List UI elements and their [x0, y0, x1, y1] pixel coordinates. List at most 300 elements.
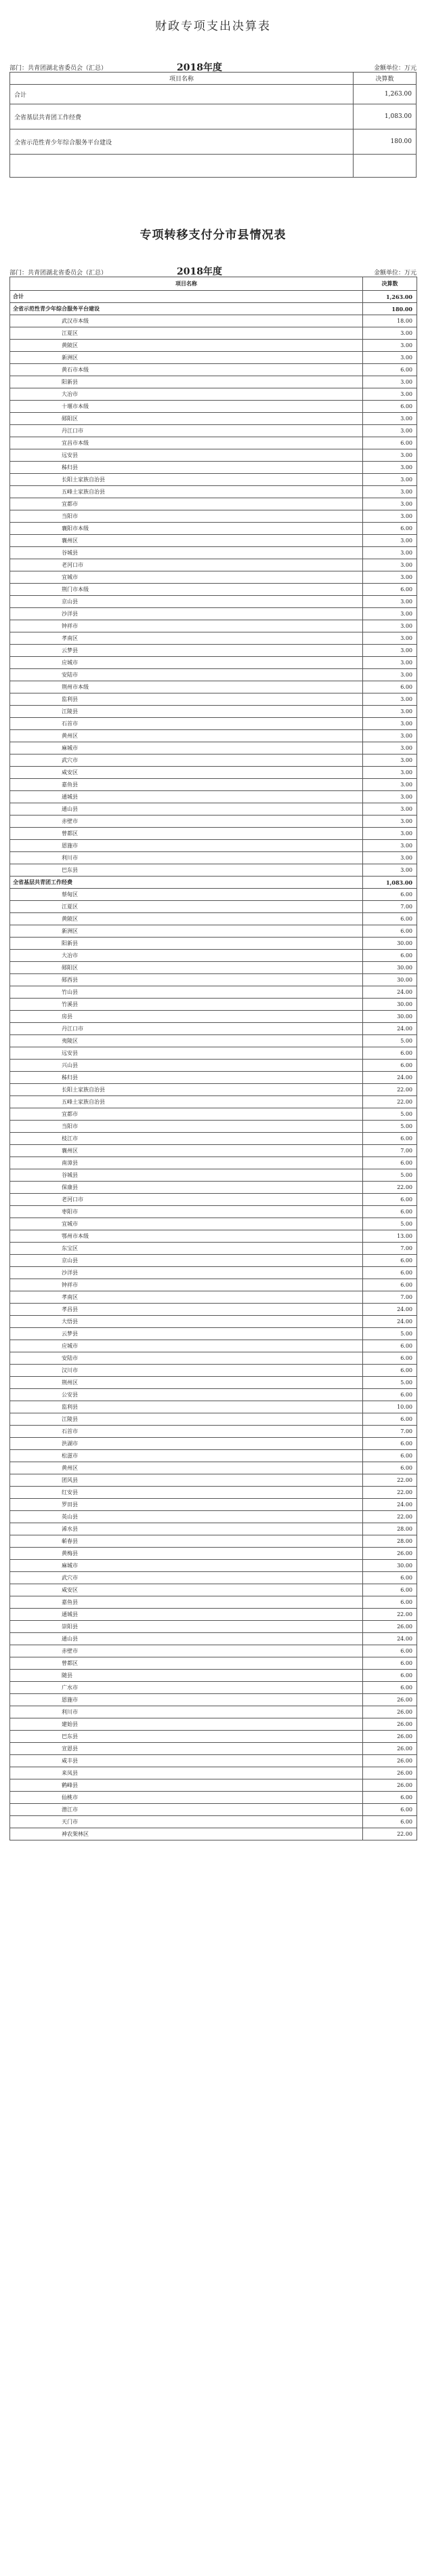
region-name: 英山县	[10, 1511, 363, 1523]
table-row	[10, 1499, 417, 1511]
region-value: 30.00	[363, 938, 417, 950]
region-value: 30.00	[363, 999, 417, 1011]
region-name: 郧阳区	[10, 413, 363, 425]
table-row	[10, 913, 417, 925]
table-row	[10, 315, 417, 327]
region-value: 3.00	[363, 632, 417, 645]
table-row	[10, 816, 417, 828]
region-value: 3.00	[363, 779, 417, 791]
region-name: 京山县	[10, 596, 363, 608]
region-name: 黄州区	[10, 1462, 363, 1474]
row-name: 合计	[10, 85, 354, 104]
row-name: 全省基层共青团工作经费	[10, 104, 354, 129]
table-row	[10, 510, 417, 523]
region-value: 6.00	[363, 1645, 417, 1657]
table-row	[10, 155, 417, 178]
region-name: 荆州区	[10, 1377, 363, 1389]
region-name: 十堰市本级	[10, 401, 363, 413]
region-name: 荆州市本级	[10, 681, 363, 693]
region-value: 6.00	[363, 1462, 417, 1474]
region-value: 26.00	[363, 1718, 417, 1731]
table-row	[10, 571, 417, 584]
region-value: 30.00	[363, 962, 417, 974]
region-name: 荆门市本级	[10, 584, 363, 596]
table-row	[10, 1645, 417, 1657]
region-value: 22.00	[363, 1487, 417, 1499]
region-name: 秭归县	[10, 1072, 363, 1084]
region-value: 7.00	[363, 1426, 417, 1438]
region-name: 郧西县	[10, 974, 363, 986]
table-row	[10, 706, 417, 718]
table-row	[10, 584, 417, 596]
region-name: 崇阳县	[10, 1621, 363, 1633]
row-name: 全省示范性青少年综合服务平台建设	[10, 129, 354, 155]
report-meta	[9, 62, 417, 72]
table-row	[10, 327, 417, 340]
table-row	[10, 681, 417, 693]
region-name: 东宝区	[10, 1243, 363, 1255]
region-value: 24.00	[363, 1023, 417, 1035]
region-value: 3.00	[363, 718, 417, 730]
region-value: 3.00	[363, 388, 417, 401]
table-row	[10, 1072, 417, 1084]
table-row	[10, 1609, 417, 1621]
region-name: 襄州区	[10, 1145, 363, 1157]
region-name: 兴山县	[10, 1060, 363, 1072]
table-row	[10, 1450, 417, 1462]
column-header-value: 决算数	[354, 73, 417, 85]
table-row	[10, 1413, 417, 1426]
region-name: 黄石市本级	[10, 364, 363, 376]
region-name: 潜江市	[10, 1804, 363, 1816]
region-value: 26.00	[363, 1621, 417, 1633]
region-value: 5.00	[363, 1328, 417, 1340]
region-value: 3.00	[363, 425, 417, 437]
table-row	[10, 364, 417, 376]
region-value: 3.00	[363, 803, 417, 816]
region-name: 应城市	[10, 657, 363, 669]
region-value: 7.00	[363, 1291, 417, 1304]
region-name: 曾都区	[10, 828, 363, 840]
region-value: 3.00	[363, 571, 417, 584]
region-name: 阳新县	[10, 938, 363, 950]
table-row	[10, 608, 417, 620]
region-value: 3.00	[363, 864, 417, 877]
region-name: 夷陵区	[10, 1035, 363, 1047]
table-row	[10, 340, 417, 352]
table-row	[10, 449, 417, 462]
region-value: 26.00	[363, 1755, 417, 1767]
table-row	[10, 1352, 417, 1365]
table-row	[10, 1706, 417, 1718]
region-name: 通城县	[10, 1609, 363, 1621]
region-name: 通山县	[10, 1633, 363, 1645]
region-value: 3.00	[363, 352, 417, 364]
region-value: 6.00	[363, 584, 417, 596]
region-name: 大悟县	[10, 1316, 363, 1328]
region-value: 3.00	[363, 693, 417, 706]
table-row	[10, 1401, 417, 1413]
table-row	[10, 1035, 417, 1047]
region-name: 石首市	[10, 718, 363, 730]
region-name: 嘉鱼县	[10, 1596, 363, 1609]
table-row	[10, 1291, 417, 1304]
region-value: 6.00	[363, 1657, 417, 1670]
region-name: 监利县	[10, 693, 363, 706]
region-name: 嘉鱼县	[10, 779, 363, 791]
empty-cell	[354, 155, 417, 178]
region-name: 天门市	[10, 1816, 363, 1828]
region-name: 长阳土家族自治县	[10, 474, 363, 486]
region-name: 巴东县	[10, 864, 363, 877]
region-name: 襄州区	[10, 535, 363, 547]
region-name: 京山县	[10, 1255, 363, 1267]
region-value: 6.00	[363, 1572, 417, 1584]
region-value: 6.00	[363, 1267, 417, 1279]
region-value: 6.00	[363, 364, 417, 376]
table-row	[10, 620, 417, 632]
region-name: 仙桃市	[10, 1792, 363, 1804]
table-row	[10, 938, 417, 950]
region-value: 22.00	[363, 1511, 417, 1523]
region-value: 5.00	[363, 1218, 417, 1230]
region-value: 28.00	[363, 1523, 417, 1535]
region-value: 7.00	[363, 1145, 417, 1157]
table-row	[10, 1743, 417, 1755]
table-row	[10, 1316, 417, 1328]
region-value: 6.00	[363, 1816, 417, 1828]
region-name: 钟祥市	[10, 620, 363, 632]
region-name: 阳新县	[10, 376, 363, 388]
region-value: 26.00	[363, 1743, 417, 1755]
region-name: 麻城市	[10, 1560, 363, 1572]
table-row	[10, 840, 417, 852]
table-row	[10, 1426, 417, 1438]
table-row	[10, 1157, 417, 1169]
table-row	[10, 535, 417, 547]
region-name: 松滋市	[10, 1450, 363, 1462]
region-value: 3.00	[363, 449, 417, 462]
region-name: 武穴市	[10, 1572, 363, 1584]
region-value: 6.00	[363, 523, 417, 535]
region-value: 24.00	[363, 1633, 417, 1645]
region-name: 丹江口市	[10, 425, 363, 437]
region-value: 6.00	[363, 1365, 417, 1377]
table-row	[10, 791, 417, 803]
region-value: 6.00	[363, 1060, 417, 1072]
group-name: 全省基层共青团工作经费	[10, 877, 363, 889]
region-name: 广水市	[10, 1682, 363, 1694]
region-name: 汉川市	[10, 1365, 363, 1377]
table-row	[10, 1096, 417, 1108]
region-name: 赤壁市	[10, 1645, 363, 1657]
table-row	[10, 1218, 417, 1230]
table-row	[10, 754, 417, 767]
table-row	[10, 1572, 417, 1584]
region-name: 恩施市	[10, 840, 363, 852]
region-value: 3.00	[363, 669, 417, 681]
table-row	[10, 779, 417, 791]
region-value: 6.00	[363, 1584, 417, 1596]
region-name: 鹤峰县	[10, 1779, 363, 1792]
table-row	[10, 1108, 417, 1121]
region-name: 孝南区	[10, 1291, 363, 1304]
table-row	[10, 413, 417, 425]
group-value: 180.00	[363, 303, 417, 315]
region-name: 老河口市	[10, 559, 363, 571]
table-row	[10, 474, 417, 486]
region-value: 3.00	[363, 706, 417, 718]
region-value: 6.00	[363, 889, 417, 901]
table-row	[10, 486, 417, 498]
table-row	[10, 523, 417, 535]
region-value: 6.00	[363, 401, 417, 413]
region-value: 26.00	[363, 1779, 417, 1792]
region-value: 3.00	[363, 510, 417, 523]
table-row	[10, 1365, 417, 1377]
department-label: 部门：共青团湖北省委员会（汇总）	[9, 65, 108, 72]
region-name: 赤壁市	[10, 816, 363, 828]
region-value: 3.00	[363, 340, 417, 352]
table-row	[10, 1657, 417, 1670]
region-name: 恩施市	[10, 1694, 363, 1706]
region-name: 当阳市	[10, 1121, 363, 1133]
region-value: 3.00	[363, 742, 417, 754]
region-value: 3.00	[363, 816, 417, 828]
year-label: 2018年度	[177, 266, 222, 277]
group-row	[10, 877, 417, 889]
region-name: 宜昌市本级	[10, 437, 363, 449]
table-row	[10, 1816, 417, 1828]
table-row	[10, 1023, 417, 1035]
table-row	[10, 129, 417, 155]
region-name: 曾都区	[10, 1657, 363, 1670]
region-name: 新洲区	[10, 925, 363, 938]
region-name: 老河口市	[10, 1194, 363, 1206]
region-value: 24.00	[363, 986, 417, 999]
region-name: 江夏区	[10, 327, 363, 340]
row-name: 合计	[10, 291, 363, 303]
table-row	[10, 767, 417, 779]
table-row	[10, 1243, 417, 1255]
region-value: 6.00	[363, 1413, 417, 1426]
region-value: 6.00	[363, 1596, 417, 1609]
region-name: 远安县	[10, 1047, 363, 1060]
region-value: 5.00	[363, 1121, 417, 1133]
table-row	[10, 1169, 417, 1182]
region-name: 谷城县	[10, 547, 363, 559]
table-row	[10, 1718, 417, 1731]
region-value: 26.00	[363, 1706, 417, 1718]
region-name: 咸安区	[10, 1584, 363, 1596]
table-row	[10, 645, 417, 657]
region-value: 3.00	[363, 376, 417, 388]
region-name: 江陵县	[10, 706, 363, 718]
unit-label: 金额单位：万元	[373, 270, 417, 277]
region-name: 沙洋县	[10, 608, 363, 620]
region-value: 3.00	[363, 498, 417, 510]
region-value: 7.00	[363, 1243, 417, 1255]
region-name: 枝江市	[10, 1133, 363, 1145]
region-name: 竹山县	[10, 986, 363, 999]
region-value: 6.00	[363, 913, 417, 925]
region-name: 宜城市	[10, 571, 363, 584]
region-name: 随县	[10, 1670, 363, 1682]
region-value: 6.00	[363, 437, 417, 449]
region-name: 安陆市	[10, 669, 363, 681]
table-row	[10, 462, 417, 474]
region-value: 5.00	[363, 1169, 417, 1182]
year-label: 2018年度	[177, 62, 222, 73]
table-row	[10, 1511, 417, 1523]
table-row	[10, 1206, 417, 1218]
table-row	[10, 1255, 417, 1267]
region-name: 咸安区	[10, 767, 363, 779]
table-row	[10, 559, 417, 571]
region-name: 利川市	[10, 852, 363, 864]
table-row	[10, 498, 417, 510]
region-name: 五峰土家族自治县	[10, 1096, 363, 1108]
group-value: 1,083.00	[363, 877, 417, 889]
region-value: 10.00	[363, 1401, 417, 1413]
region-value: 6.00	[363, 950, 417, 962]
table-row	[10, 85, 417, 104]
table-row	[10, 657, 417, 669]
region-name: 大冶市	[10, 388, 363, 401]
region-value: 26.00	[363, 1694, 417, 1706]
region-name: 洪湖市	[10, 1438, 363, 1450]
region-value: 6.00	[363, 1133, 417, 1145]
region-name: 五峰土家族自治县	[10, 486, 363, 498]
table-row	[10, 1194, 417, 1206]
region-name: 黄州区	[10, 730, 363, 742]
table-row	[10, 1633, 417, 1645]
region-value: 3.00	[363, 620, 417, 632]
region-value: 22.00	[363, 1609, 417, 1621]
region-name: 远安县	[10, 449, 363, 462]
region-name: 竹溪县	[10, 999, 363, 1011]
table-row	[10, 1060, 417, 1072]
region-name: 新洲区	[10, 352, 363, 364]
region-value: 6.00	[363, 1352, 417, 1365]
table-row	[10, 950, 417, 962]
region-value: 22.00	[363, 1096, 417, 1108]
table-row	[10, 1438, 417, 1450]
region-name: 宜城市	[10, 1218, 363, 1230]
transfer-table-body	[10, 277, 417, 1840]
region-name: 云梦县	[10, 645, 363, 657]
table-row	[10, 1670, 417, 1682]
region-name: 长阳土家族自治县	[10, 1084, 363, 1096]
section-title: 专项转移支付分市县情况表	[140, 228, 286, 242]
table-row	[10, 1047, 417, 1060]
column-header-value: 决算数	[363, 277, 417, 291]
table-row	[10, 1731, 417, 1743]
region-value: 22.00	[363, 1828, 417, 1840]
table-row	[10, 1584, 417, 1596]
table-row	[10, 1474, 417, 1487]
region-value: 3.00	[363, 596, 417, 608]
region-name: 黄陂区	[10, 913, 363, 925]
table-row	[10, 1487, 417, 1499]
region-value: 3.00	[363, 754, 417, 767]
region-value: 3.00	[363, 559, 417, 571]
region-name: 宜都市	[10, 498, 363, 510]
region-value: 6.00	[363, 1804, 417, 1816]
region-value: 3.00	[363, 645, 417, 657]
region-name: 蕲春县	[10, 1535, 363, 1548]
region-name: 谷城县	[10, 1169, 363, 1182]
region-value: 3.00	[363, 730, 417, 742]
region-value: 30.00	[363, 1011, 417, 1023]
page-title: 财政专项支出决算表	[155, 20, 271, 33]
region-value: 30.00	[363, 974, 417, 986]
region-value: 3.00	[363, 547, 417, 559]
table-row	[10, 742, 417, 754]
table-row	[10, 1535, 417, 1548]
region-value: 24.00	[363, 1499, 417, 1511]
region-name: 当阳市	[10, 510, 363, 523]
region-name: 通城县	[10, 791, 363, 803]
region-name: 监利县	[10, 1401, 363, 1413]
region-value: 6.00	[363, 1157, 417, 1169]
region-name: 来凤县	[10, 1767, 363, 1779]
region-value: 6.00	[363, 1206, 417, 1218]
region-name: 建始县	[10, 1718, 363, 1731]
table-row	[10, 889, 417, 901]
unit-label: 金额单位：万元	[373, 65, 417, 72]
table-row	[10, 718, 417, 730]
region-value: 7.00	[363, 901, 417, 913]
table-row	[10, 1389, 417, 1401]
region-value: 6.00	[363, 1279, 417, 1291]
region-value: 26.00	[363, 1731, 417, 1743]
table-row	[10, 1694, 417, 1706]
region-value: 5.00	[363, 1035, 417, 1047]
table-row	[10, 1230, 417, 1243]
region-name: 房县	[10, 1011, 363, 1023]
region-value: 3.00	[363, 840, 417, 852]
table-row	[10, 401, 417, 413]
transfer-table	[9, 277, 417, 1840]
table-header-row	[10, 277, 417, 291]
region-value: 24.00	[363, 1316, 417, 1328]
region-value: 6.00	[363, 1670, 417, 1682]
table-row	[10, 1767, 417, 1779]
row-value: 1,083.00	[354, 104, 417, 129]
table-row	[10, 1621, 417, 1633]
column-header-name: 项目名称	[10, 277, 363, 291]
table-row	[10, 1182, 417, 1194]
region-value: 3.00	[363, 791, 417, 803]
region-name: 安陆市	[10, 1352, 363, 1365]
table-row	[10, 596, 417, 608]
region-value: 3.00	[363, 608, 417, 620]
region-name: 咸丰县	[10, 1755, 363, 1767]
region-name: 钟祥市	[10, 1279, 363, 1291]
region-value: 22.00	[363, 1084, 417, 1096]
region-name: 南漳县	[10, 1157, 363, 1169]
table-row	[10, 1523, 417, 1535]
table-row	[10, 1328, 417, 1340]
table-row	[10, 1755, 417, 1767]
row-value: 1,263.00	[363, 291, 417, 303]
table-row	[10, 425, 417, 437]
region-name: 武汉市本级	[10, 315, 363, 327]
region-value: 3.00	[363, 767, 417, 779]
region-value: 6.00	[363, 1194, 417, 1206]
region-name: 宜都市	[10, 1108, 363, 1121]
